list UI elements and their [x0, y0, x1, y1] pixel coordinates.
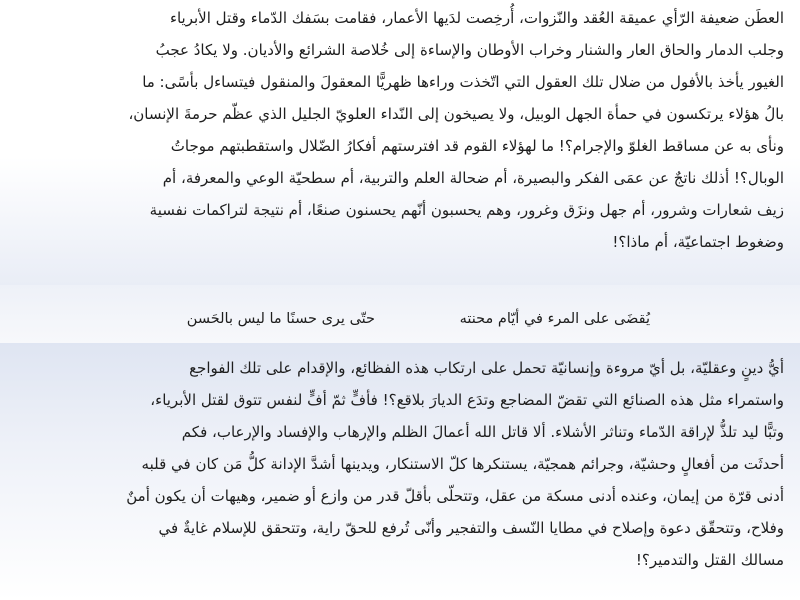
paragraph-line: زيف شعارات وشرور، أم جهل ونزَق وغرور، وهم يحسبون أنّهم يحسنون صنعًا، أم نتيجة لتراكمات نفسية — [149, 201, 784, 219]
paragraph-line: أيُّ دينٍ وعقليّة، بل أيّ مروءة وإنسانيّة تحمل على ارتكاب هذه الفظائع، والإقدام على تلك الفواجع — [189, 359, 784, 377]
upper-paragraph — [12, 2, 784, 258]
paragraph-line: وفلاح، وتتحقّق دعوة وإصلاح في مطايا النّسف والتفجير وأنّى تُرفع للحقّ راية، وتتحقق للإسلام غايةٌ في — [158, 519, 784, 537]
paragraph-line: بالُ هؤلاء يرتكسون في حمأة الجهل الوبيل، ولا يصيخون إلى النّداء العلويّ الجليل الذي عظّم حرمةَ الإنسان، — [128, 105, 784, 123]
paragraph-line: مسالك القتل والتدمير؟! — [635, 551, 784, 569]
lower-paragraph — [12, 352, 784, 576]
verse-second-hemistich: حتّى يرى حسنًا ما ليس بالحَسن — [186, 311, 375, 327]
paragraph-line: الوبال؟! أذلك ناتجٌ عن عمَى الفكر والبصيرة، أم ضحالة العلم والتربية، أم سطحيّة الوعي والمعرفة، أم — [162, 169, 784, 187]
paragraph-line: أحدثَت من أفعالٍ وحشيّة، وجرائم همجيّة، يستنكرها كلّ الاستنكار، ويدينها أشدَّ الإدانة كلُّ مَن كان في قلبه — [141, 455, 784, 473]
paragraph-line: وتبًّا ليد تلذُّ لإراقة الدّماء وتناثر الأشلاء. ألا قاتل الله أعمالَ الظلم والإرهاب والإفساد والإرعاب، فكم — [181, 423, 784, 441]
paragraph-line: واستمراء مثل هذه الصنائع التي تقضّ المضاجع وتدَع الديارَ بلاقع؟! فأفٍّ ثمّ أفٍّ لنفس تتوق لقتل الأبرياء، — [150, 391, 784, 409]
paragraph-line: وضغوط اجتماعيّة، أم ماذا؟! — [612, 233, 784, 251]
paragraph-line: ونأى به عن مساقط الغلوّ والإجرام؟! ما لهؤلاء القوم قد افترستهم أفكارُ الضّلال واستقطبتهم موجاتُ — [170, 137, 784, 155]
paragraph-line: وجلب الدمار والحاق العار والشنار وخراب الأوطان والإساءة إلى خُلاصة الشرائع والأديان. ولا يكادُ عجبُ — [155, 41, 784, 59]
verse-first-hemistich: يُقضَى على المرء في أيّام محنته — [459, 311, 650, 327]
poetry-verse — [0, 304, 800, 334]
paragraph-line: الغيور يأخذ بالأفول من ضلال تلك العقول التي اتّخذت وراءها ظهريًّا المعقولَ والمنقول فيتساءل بأسًى: ما — [142, 73, 784, 91]
paragraph-line: العطَن ضعيفة الرّأي عميقة العُقد والنّزوات، أُرخِصت لدَيها الأعمار، فقامت بسَفك الدّماء وقتل الأبرياء — [169, 9, 784, 27]
paragraph-line: أدنى قرّة من إيمان، وعنده أدنى مسكة من عقل، وتتحلّى بأقلّ قدر من وازع أو ضمير، وهيهات أن يكون أمنٌ — [126, 487, 784, 505]
